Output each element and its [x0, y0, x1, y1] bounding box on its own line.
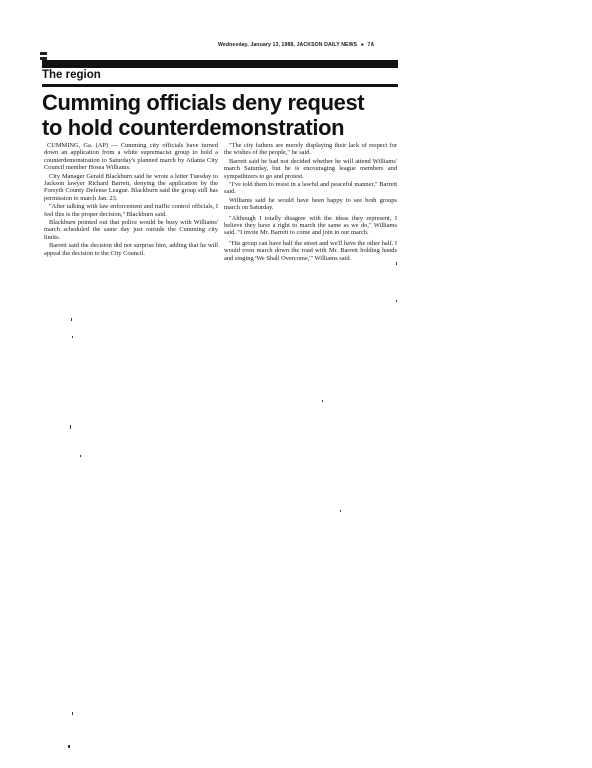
section-rule-bottom — [42, 84, 398, 87]
article-paragraph: Blackburn pointed out that police would be busy with Williams' march scheduled the same day just outside the Cumming city limits. — [44, 219, 218, 241]
section-label: The region — [42, 69, 101, 81]
article-paragraph: "His group can have half the street and we'll have the other half. I would even march down the road with Mr. Barrett holding hands and singing 'We Shall Overcome,'" Williams said. — [224, 239, 397, 262]
dateline — [218, 42, 408, 48]
article-paragraph: "Although I totally disagree with the ideas they represent, I believe they have a right to march the same as we do," Williams said. "I invite Mr. Barrett to come and join in our march. — [224, 214, 397, 237]
article-paragraph: Williams said he would have been happy to see both groups march on Saturday. — [224, 196, 397, 212]
margin-mark — [40, 52, 47, 55]
scan-speck — [80, 455, 81, 457]
scan-speck — [396, 300, 397, 302]
dateline-page-number: 7A — [367, 42, 375, 48]
article-column-right — [224, 142, 397, 263]
article-paragraph: "I've told them to resist in a lawful and peaceful manner," Barrett said. — [224, 181, 397, 196]
dateline-separator-icon: ● — [360, 42, 364, 48]
article-paragraph: Barrett said the decision did not surprise him, adding that he will appeal the decision to the City Council. — [44, 242, 218, 257]
scan-speck — [68, 745, 70, 748]
headline-line-2: to hold counterdemonstration — [42, 115, 345, 140]
scan-speck — [72, 336, 73, 338]
scan-speck — [340, 510, 341, 512]
article-column-left — [44, 142, 218, 258]
article-paragraph: Barrett said he had not decided whether he will attend Williams' march Saturday, but he is encouraging league members and sympathizers to go and protest. — [224, 157, 397, 180]
article-paragraph: "The city fathers are merely displaying their lack of respect for the wishes of the people," he said. — [224, 142, 397, 157]
article-paragraph: CUMMING, Ga. (AP) — Cumming city officials have turned down an application from a white supremacist group to hold a counterdemonstration to Saturday's planned march by Atlanta City Council member Hosea Williams. — [44, 142, 218, 172]
section-rule-top — [42, 60, 398, 68]
scan-speck — [70, 425, 71, 429]
article-paragraph: City Manager Gerald Blackburn said he wrote a letter Tuesday to Jackson lawyer Richard Barrett, denying the application by the Forsyth County Defense League. Blackburn said the group still has permission to march Jan. 23. — [44, 172, 218, 202]
article-paragraph: "After talking with law enforcement and traffic control officials, I feel this is the proper decision," Blackburn said. — [44, 203, 218, 218]
dateline-paper: JACKSON DAILY NEWS — [296, 42, 358, 48]
scan-speck — [71, 318, 72, 321]
scan-speck — [396, 262, 397, 265]
article-headline — [42, 90, 391, 140]
scan-speck — [322, 400, 323, 402]
headline-line-1: Cumming officials deny request — [42, 90, 365, 115]
scan-speck — [72, 712, 73, 715]
dateline-date: Wednesday, January 13, 1988, — [218, 42, 296, 48]
